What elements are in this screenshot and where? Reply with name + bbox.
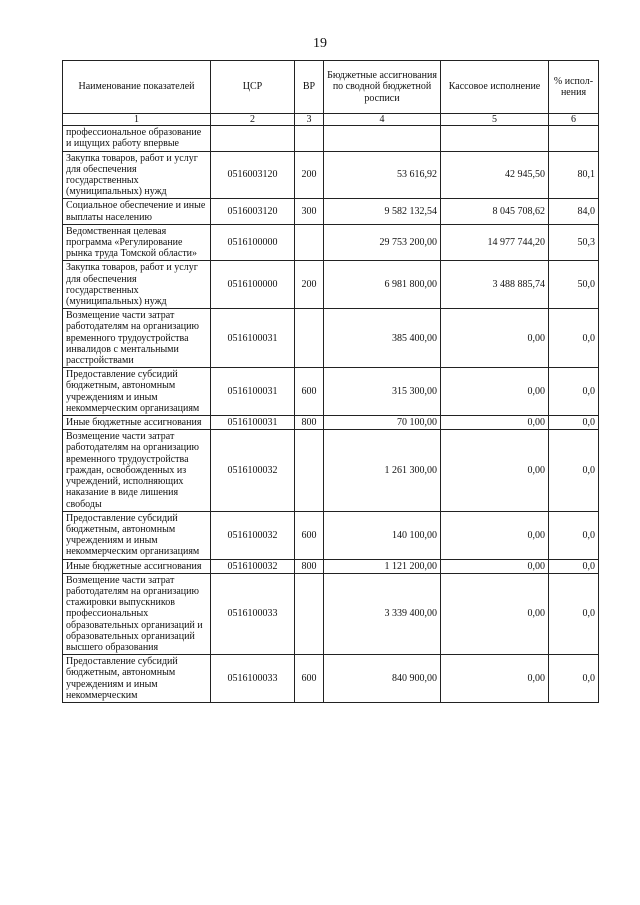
row-budget: 29 753 200,00 [324, 224, 441, 261]
row-percent: 50,0 [549, 261, 599, 309]
row-budget [324, 126, 441, 151]
row-name: Иные бюджетные ассигнования [63, 416, 211, 430]
row-vr [295, 573, 324, 654]
row-name: Закупка товаров, работ и услуг для обеспечения государственных (муниципальных) нужд [63, 261, 211, 309]
row-name: Предоставление субсидий бюджетным, автономным учреждениям и иным некоммерческим [63, 655, 211, 703]
column-index: 6 [549, 114, 599, 126]
header-budget: Бюджетные ассигнования по сводной бюджетной росписи [324, 61, 441, 114]
row-name: Возмещение части затрат работодателям на организацию стажировки выпускников профессиональных образовательных организаций и образовательных организаций высшего образования [63, 573, 211, 654]
row-percent: 84,0 [549, 199, 599, 224]
row-csr: 0516100000 [211, 261, 295, 309]
row-vr [295, 309, 324, 368]
row-vr [295, 430, 324, 511]
table-row [63, 309, 599, 368]
column-index-row [63, 114, 599, 126]
table-row [63, 151, 599, 199]
row-budget: 3 339 400,00 [324, 573, 441, 654]
row-percent: 0,0 [549, 655, 599, 703]
row-budget: 140 100,00 [324, 511, 441, 559]
row-cash: 0,00 [441, 573, 549, 654]
row-vr: 200 [295, 261, 324, 309]
header-row [63, 61, 599, 114]
row-percent: 0,0 [549, 430, 599, 511]
column-index: 4 [324, 114, 441, 126]
row-cash: 0,00 [441, 368, 549, 416]
row-cash: 0,00 [441, 416, 549, 430]
row-name: Иные бюджетные ассигнования [63, 559, 211, 573]
header-vr: ВР [295, 61, 324, 114]
table-row [63, 199, 599, 224]
row-name: профессиональное образование и ищущих работу впервые [63, 126, 211, 151]
row-csr: 0516100033 [211, 573, 295, 654]
table-row [63, 126, 599, 151]
row-csr: 0516100032 [211, 430, 295, 511]
row-budget: 53 616,92 [324, 151, 441, 199]
row-percent: 0,0 [549, 309, 599, 368]
row-cash [441, 126, 549, 151]
table-row [63, 559, 599, 573]
row-percent: 0,0 [549, 416, 599, 430]
budget-execution-table [62, 60, 599, 703]
column-index: 5 [441, 114, 549, 126]
column-index: 3 [295, 114, 324, 126]
row-vr [295, 224, 324, 261]
table-row [63, 573, 599, 654]
row-name: Возмещение части затрат работодателям на организацию временного трудоустройства граждан, освобожденных из учреждений, исполняющих наказание в виде лишения свободы [63, 430, 211, 511]
row-vr: 600 [295, 655, 324, 703]
table-row [63, 655, 599, 703]
row-vr [295, 126, 324, 151]
row-budget: 1 121 200,00 [324, 559, 441, 573]
column-index: 2 [211, 114, 295, 126]
header-percent: % испол-нения [549, 61, 599, 114]
row-cash: 0,00 [441, 309, 549, 368]
row-percent: 50,3 [549, 224, 599, 261]
row-name: Возмещение части затрат работодателям на организацию временного трудоустройства инвалидов с ментальными расстройствами [63, 309, 211, 368]
column-index: 1 [63, 114, 211, 126]
row-vr: 800 [295, 559, 324, 573]
row-cash: 0,00 [441, 655, 549, 703]
row-percent: 0,0 [549, 511, 599, 559]
row-csr: 0516100000 [211, 224, 295, 261]
row-percent: 0,0 [549, 368, 599, 416]
row-csr: 0516100031 [211, 368, 295, 416]
row-name: Ведомственная целевая программа «Регулирование рынка труда Томской области» [63, 224, 211, 261]
row-percent: 0,0 [549, 559, 599, 573]
row-budget: 6 981 800,00 [324, 261, 441, 309]
header-cash: Кассовое исполнение [441, 61, 549, 114]
table-row [63, 511, 599, 559]
row-name: Предоставление субсидий бюджетным, автономным учреждениям и иным некоммерческим организациям [63, 368, 211, 416]
row-budget: 315 300,00 [324, 368, 441, 416]
row-csr [211, 126, 295, 151]
table-row [63, 430, 599, 511]
row-csr: 0516100031 [211, 416, 295, 430]
row-cash: 8 045 708,62 [441, 199, 549, 224]
row-vr: 800 [295, 416, 324, 430]
row-cash: 0,00 [441, 430, 549, 511]
row-csr: 0516100033 [211, 655, 295, 703]
row-name: Закупка товаров, работ и услуг для обеспечения государственных (муниципальных) нужд [63, 151, 211, 199]
row-csr: 0516100031 [211, 309, 295, 368]
row-csr: 0516100032 [211, 559, 295, 573]
row-percent: 0,0 [549, 573, 599, 654]
header-name: Наименование показателей [63, 61, 211, 114]
table-row [63, 368, 599, 416]
table-row [63, 224, 599, 261]
table-row [63, 416, 599, 430]
row-cash: 0,00 [441, 559, 549, 573]
row-name: Социальное обеспечение и иные выплаты населению [63, 199, 211, 224]
row-csr: 0516003120 [211, 199, 295, 224]
row-name: Предоставление субсидий бюджетным, автономным учреждениям и иным некоммерческим организациям [63, 511, 211, 559]
row-budget: 1 261 300,00 [324, 430, 441, 511]
row-vr: 300 [295, 199, 324, 224]
row-percent: 80,1 [549, 151, 599, 199]
row-csr: 0516100032 [211, 511, 295, 559]
row-cash: 0,00 [441, 511, 549, 559]
row-cash: 3 488 885,74 [441, 261, 549, 309]
row-percent [549, 126, 599, 151]
row-budget: 385 400,00 [324, 309, 441, 368]
page-number: 19 [313, 36, 327, 51]
row-vr: 200 [295, 151, 324, 199]
row-vr: 600 [295, 511, 324, 559]
header-csr: ЦСР [211, 61, 295, 114]
row-budget: 9 582 132,54 [324, 199, 441, 224]
row-csr: 0516003120 [211, 151, 295, 199]
row-cash: 14 977 744,20 [441, 224, 549, 261]
row-cash: 42 945,50 [441, 151, 549, 199]
table-row [63, 261, 599, 309]
row-budget: 70 100,00 [324, 416, 441, 430]
row-vr: 600 [295, 368, 324, 416]
row-budget: 840 900,00 [324, 655, 441, 703]
